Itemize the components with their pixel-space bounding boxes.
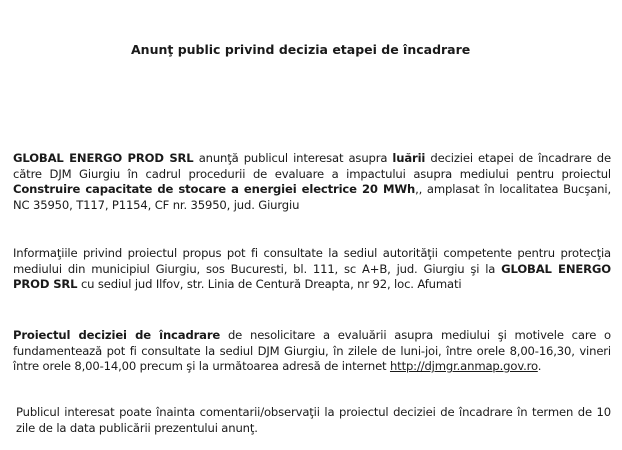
company-name: GLOBAL ENERGO PROD SRL <box>13 151 194 165</box>
text: cu sediul jud Ilfov, str. Linia de Centură Dreapta, nr 92, loc. Afumati <box>77 277 462 291</box>
bold-text: luării <box>392 151 426 165</box>
project-name: Construire capacitate de stocare a energiei electrice 20 MWh <box>13 182 416 196</box>
paragraph-decision-project <box>13 328 611 375</box>
text: deciziei etapei de încadrare de către DJM Giurgiu în cadrul procedurii de evaluare a impactului asupra mediului pentru proiectul <box>13 151 612 181</box>
text: ,, amplasat în localitatea Bucşani, NC 35950, T117, P1154, CF nr. 35950, jud. Giurgiu <box>13 182 611 212</box>
website-link[interactable]: http://djmgr.anmap.gov.ro <box>389 359 538 373</box>
paragraph-announcement <box>13 151 611 213</box>
text: Informaţiile privind proiectul propus pot fi consultate la sediul autorităţii competente pentru protecţia mediului din municipiul Giurgiu, sos Bucuresti, bl. 111, sc A+B, jud. Giurgiu şi la <box>13 246 611 276</box>
text: . <box>537 359 542 373</box>
document-title: Anunţ public privind decizia etapei de încadrare <box>131 42 471 57</box>
text: de nesolicitare a evaluării asupra mediului şi motivele care o fundamentează pot fi consultate la sediul DJM Giurgiu, în zilele de luni-joi, între orele 8,00-16,30, vineri între orele 8,00-14,00 precum şi la următoarea adresă de internet <box>13 328 611 373</box>
company-name: GLOBAL ENERGO PROD SRL <box>13 261 611 291</box>
paragraph-information <box>13 246 611 293</box>
text: anunţă publicul interesat asupra <box>193 151 393 165</box>
paragraph-comments: Publicul interesat poate înainta comentarii/observaţii la proiectul deciziei de încadrare în termen de 10 zile de la data publicării prezentului anunţ. <box>16 405 611 435</box>
bold-text: Proiectul deciziei de încadrare <box>13 328 221 342</box>
